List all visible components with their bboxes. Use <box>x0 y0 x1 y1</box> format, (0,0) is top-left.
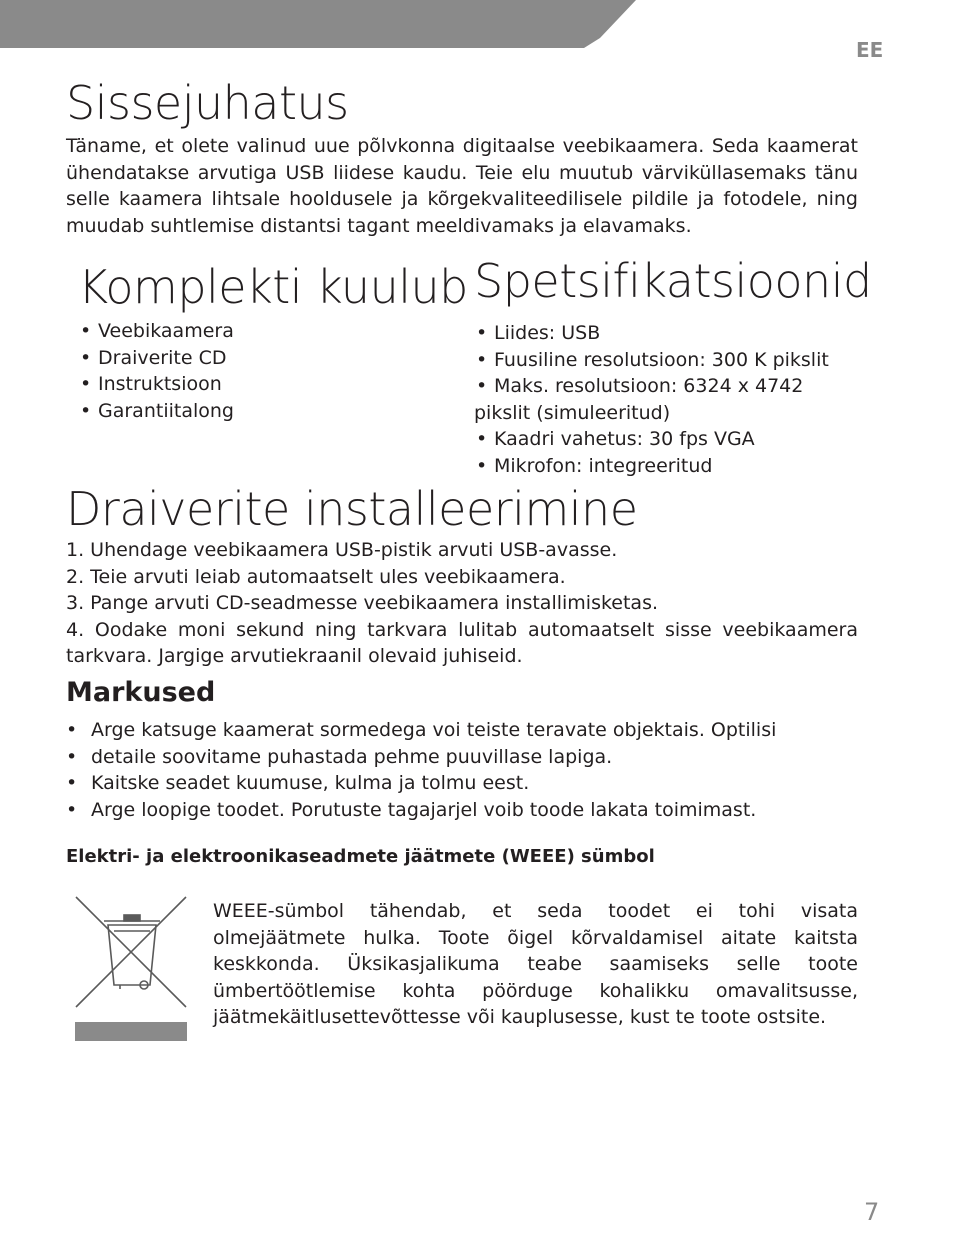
weee-title: Elektri- ja elektroonikaseadmete jäätmete (WEEE) sümbol <box>66 846 655 867</box>
install-step: 2. Teie arvuti leiab automaatselt ules veebikaamera. <box>66 565 566 588</box>
specs-title: Spetsifikatsioonid <box>474 254 872 308</box>
weee-text: WEEE-sümbol tähendab, et seda toodet ei tohi visata olmejäätmete hulka. Toote õigel kõrvaldamisel aitate kaitsta keskkonda. Üksikasjalikuma teabe saamiseks selle toote ümbertöötlemise kohta pöörduge kohalikku omavalitsusse, jäätmekäitlusettevõttesse või kauplusesse, kust te toote ostsite. <box>213 900 858 1028</box>
intro-text: Täname, et olete valinud uue põlvkonna digitaalse veebikaamera. Seda kaamerat ühendatakse arvutiga USB liidese kaudu. Teie elu muutub värviküllasemaks tänu selle kaamera lihtsale hooldusele ja kõrgekvaliteedilisele pildile ja fotodele, ning muudab suhtlemise distantsi tagant meeldivamaks ja elavamaks. <box>66 135 858 237</box>
package-item: • Instruktsioon <box>80 373 222 395</box>
page-number: 7 <box>864 1198 880 1226</box>
note-item: • Kaitske seadet kuumuse, kulma ja tolmu eest. <box>66 772 530 794</box>
spec-item: • Maks. resolutsioon: 6324 x 4742 <box>476 375 804 397</box>
header-bar <box>0 0 640 48</box>
spec-item: • Fuusiline resolutsioon: 300 K pikslit <box>476 348 829 371</box>
package-title: Komplekti kuulub <box>78 260 468 314</box>
spec-item: • Kaadri vahetus: 30 fps VGA <box>476 428 755 450</box>
notes-list <box>66 717 858 823</box>
note-item: • detaile soovitame puhastada pehme puuvillase lapiga. <box>66 745 613 768</box>
specs-list <box>474 320 894 479</box>
note-item: • Arge loopige toodet. Porutuste tagajarjel voib toode lakata toimimast. <box>66 798 757 821</box>
package-item: • Veebikaamera <box>80 320 234 342</box>
package-item: • Draiverite CD <box>80 346 227 369</box>
spec-item: • Liides: USB <box>476 322 601 344</box>
notes-title: Markused <box>66 677 216 708</box>
note-item: • Arge katsuge kaamerat sormedega voi teiste teravate objektais. Optilisi <box>66 719 777 741</box>
install-step: 1. Uhendage veebikaamera USB-pistik arvuti USB-avasse. <box>66 539 618 561</box>
package-list <box>68 318 438 424</box>
intro-title: Sissejuhatus <box>66 76 349 130</box>
install-step: 4. Oodake moni sekund ning tarkvara lulitab automaatselt sisse veebikaamera tarkvara. Jargige arvutiekraanil olevaid juhiseid. <box>66 618 858 667</box>
install-title: Draiverite installeerimine <box>66 482 638 536</box>
spec-item-continued: pikslit (simuleeritud) <box>474 401 671 424</box>
weee-crossed-bin-icon <box>74 895 188 1041</box>
spec-item: • Mikrofon: integreeritud <box>476 454 713 477</box>
package-item: • Garantiitalong <box>80 399 234 422</box>
install-step: 3. Pange arvuti CD-seadmesse veebikaamera installimisketas. <box>66 592 659 614</box>
language-code: EE <box>856 38 884 62</box>
